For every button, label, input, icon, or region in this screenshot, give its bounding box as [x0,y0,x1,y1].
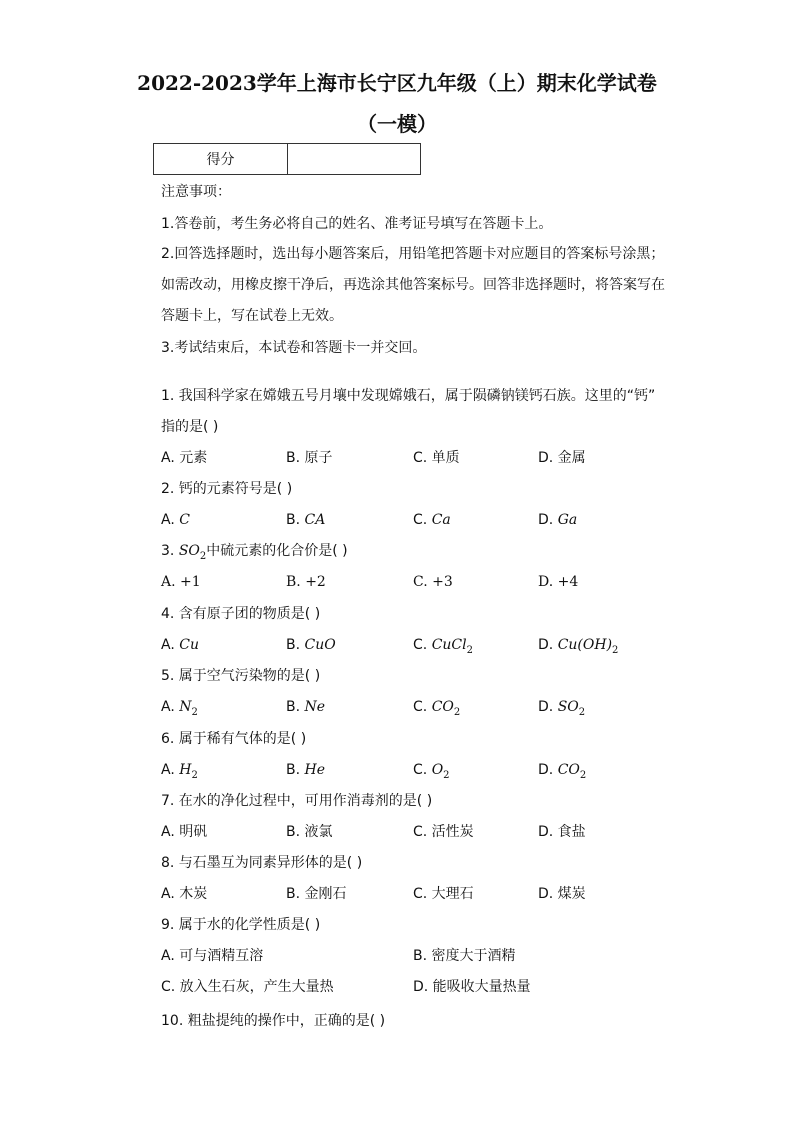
q2-option-c[interactable]: C. Ca [413,512,451,528]
q6-option-d[interactable]: D. $CO_2$ [538,762,587,781]
score-label: 得分 [154,144,288,175]
q2-option-b[interactable]: B. CA [286,512,326,528]
q8-option-a[interactable]: A. 木炭 [161,886,208,902]
question-3-stem: 3. $SO_2$中硫元素的化合价是( ) [161,543,348,562]
q3-option-a[interactable]: A. +1 [161,574,201,590]
q8-option-c[interactable]: C. 大理石 [413,886,474,902]
question-4-stem: 4. 含有原子团的物质是( ) [161,606,321,622]
q6-option-b[interactable]: B. He [286,762,326,778]
q4-option-a[interactable]: A. Cu [161,637,199,653]
notice-line-3: 如需改动，用橡皮擦干净后，再选涂其他答案标号。回答非选择题时，将答案写在 [161,277,665,293]
notice-line-4: 答题卡上，写在试卷上无效。 [161,308,343,324]
q9-option-b[interactable]: B. 密度大于酒精 [413,948,516,964]
q4-option-c[interactable]: C. CuCl$_2$ [413,637,473,656]
notice-heading: 注意事项： [161,184,231,200]
question-1-stem: 1. 我国科学家在嫦娥五号月壤中发现嫦娥石，属于陨磷钠镁钙石族。这里的“钙” [161,388,656,404]
q7-option-b[interactable]: B. 液氯 [286,824,333,840]
notice-line-1: 1.答卷前，考生务必将自己的姓名、准考证号填写在答题卡上。 [161,216,553,232]
exam-title: 2022-2023学年上海市长宁区九年级（上）期末化学试卷 [137,71,657,95]
q1-option-b[interactable]: B. 原子 [286,450,333,466]
q9-option-c[interactable]: C. 放入生石灰，产生大量热 [161,979,334,995]
question-8-stem: 8. 与石墨互为同素异形体的是( ) [161,855,363,871]
q4-option-b[interactable]: B. CuO [286,637,336,653]
q8-option-d[interactable]: D. 煤炭 [538,886,586,902]
q8-option-b[interactable]: B. 金刚石 [286,886,347,902]
q7-option-d[interactable]: D. 食盐 [538,824,586,840]
q2-option-a[interactable]: A. C [161,512,190,528]
q7-option-c[interactable]: C. 活性炭 [413,824,474,840]
q5-option-a[interactable]: A. $N_2$ [161,699,198,718]
q5-option-c[interactable]: C. $CO_2$ [413,699,461,718]
question-6-stem: 6. 属于稀有气体的是( ) [161,731,307,747]
notice-line-5: 3.考试结束后，本试卷和答题卡一并交回。 [161,340,427,356]
q5-option-d[interactable]: D. $SO_2$ [538,699,586,718]
q9-option-d[interactable]: D. 能吸收大量热量 [413,979,531,995]
q5-option-b[interactable]: B. Ne [286,699,326,715]
question-7-stem: 7. 在水的净化过程中，可用作消毒剂的是( ) [161,793,433,809]
question-5-stem: 5. 属于空气污染物的是( ) [161,668,321,684]
question-1-stem-cont: 指的是( ) [161,419,219,435]
q9-option-a[interactable]: A. 可与酒精互溶 [161,948,264,964]
q1-option-c[interactable]: C. 单质 [413,450,460,466]
q6-option-c[interactable]: C. $O_2$ [413,762,450,781]
score-table [153,143,421,175]
q3-option-d[interactable]: D. +4 [538,574,579,590]
q1-option-d[interactable]: D. 金属 [538,450,586,466]
question-9-stem: 9. 属于水的化学性质是( ) [161,917,321,933]
q1-option-a[interactable]: A. 元素 [161,450,208,466]
q7-option-a[interactable]: A. 明矾 [161,824,208,840]
question-10-stem: 10. 粗盐提纯的操作中，正确的是( ) [161,1013,386,1029]
q2-option-d[interactable]: D. Ga [538,512,578,528]
q4-option-d[interactable]: D. $Cu(OH)_2$ [538,637,619,656]
notice-line-2: 2.回答选择题时，选出每小题答案后，用铅笔把答题卡对应题目的答案标号涂黑； [161,246,665,262]
exam-subtitle: （一模） [357,112,437,136]
q6-option-a[interactable]: A. $H_2$ [161,762,198,781]
question-2-stem: 2. 钙的元素符号是( ) [161,481,293,497]
score-field[interactable] [288,144,421,175]
q3-option-c[interactable]: C. +3 [413,574,453,590]
q3-option-b[interactable]: B. +2 [286,574,326,590]
